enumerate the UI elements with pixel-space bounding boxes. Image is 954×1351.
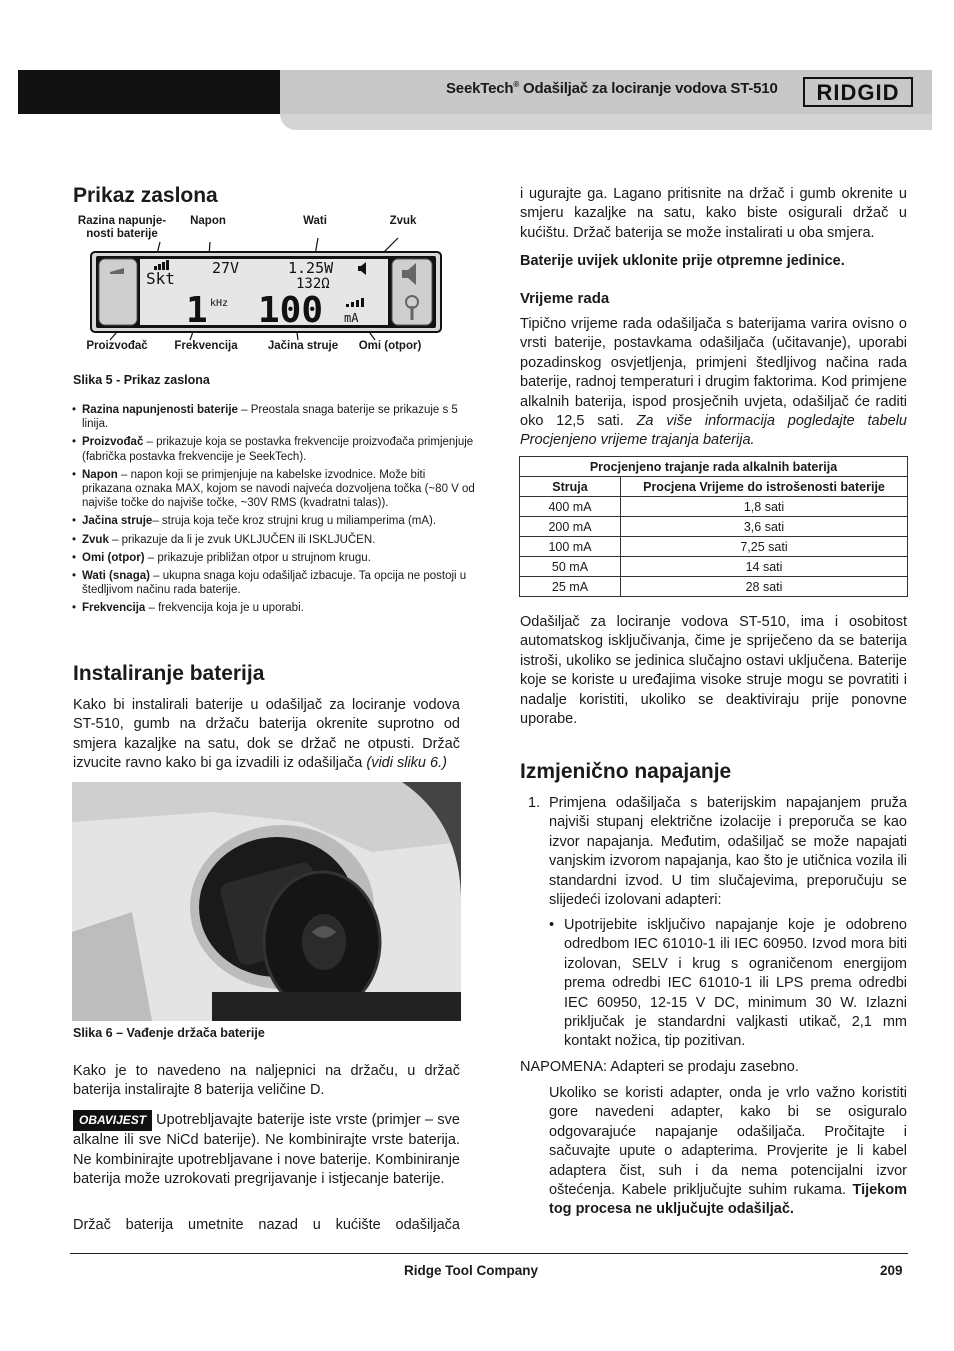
table-row: 50 mA 14 sati — [520, 557, 908, 577]
figure6-caption: Slika 6 – Vađenje držača baterije — [73, 1026, 265, 1040]
runtime-table — [519, 456, 908, 597]
list-item: • Razina napunjenosti baterije – Preostala snaga baterije se prikazuje s 5 linija. — [72, 403, 477, 431]
svg-text:Skt: Skt — [146, 269, 175, 288]
battery-holder-photo — [72, 782, 461, 1021]
table-row: 200 mA 3,6 sati — [520, 517, 908, 537]
footer-company: Ridge Tool Company — [404, 1263, 538, 1278]
lcd-display-figure — [90, 228, 442, 343]
page-number: 209 — [880, 1263, 903, 1278]
svg-text:100: 100 — [258, 290, 324, 331]
notice-badge: OBAVIJEST — [73, 1110, 152, 1131]
runtime-paragraph: Tipično vrijeme rada odašiljača s baterijama varira ovisno o vrsti baterije, postavkama odašiljača (učitavanje), uporabi pozadinskog osvjetljenja, primjeni štedljivog načina rada baterije, radnoj temperaturi i drugim faktorima. Kod primjene alkalnih baterija, ispod prosječnih uvjeta, odašiljač će raditi oko 12,5 sati. Za više informacija pogledajte tabelu Procjenjeno vrijeme trajanja baterija. — [520, 316, 907, 449]
warning-remove-batteries: Baterije uvijek uklonite prije otpremne jedinice. — [520, 253, 845, 269]
list-item: • Napon – napon koji se primjenjuje na kabelske izvodnice. Može biti prikazana oznaka MAX, kojom se navodi najveća dozvoljena točka (~80 V od najviše točke do najviše točke, ~30V RMS (kvadratni talas)). — [72, 468, 477, 511]
table-row: 100 mA 7,25 sati — [520, 537, 908, 557]
note-paragraph: Ukoliko se koristi adapter, onda je vrlo važno koristiti gore navedeni adapter, kako bi se osiguralo odgovarajuće napajanje odašiljača. Pročitajte i sačuvajte upute o adapterima. Provjerite je li kabel adaptera čist, suh i da nema potencijalni izvor oštećenja. Kabele priključujte suhim rukama. Tijekom tog procesa ne uključujte odašiljač. — [549, 1085, 907, 1218]
table-row: 400 mA 1,8 sati — [520, 497, 908, 517]
svg-text:1.25W: 1.25W — [288, 259, 334, 277]
list-item: • Wati (snaga) – ukupna snaga koju odašiljač izbacuje. Ta opcija ne postoji u štedljivom načinu rada baterije. — [72, 569, 477, 597]
label-voltage: Napon — [190, 215, 226, 227]
sub-bullet: • — [549, 917, 555, 933]
display-heading: Prikaz zaslona — [73, 184, 218, 207]
list-item: • Omi (otpor) – prikazuje približan otpor u strujnom krugu. — [72, 551, 477, 565]
label-frequency: Frekvencija — [174, 340, 238, 352]
svg-text:kHz: kHz — [210, 298, 229, 309]
install-heading: Instaliranje baterija — [73, 662, 265, 685]
label-battery-level: Razina napunje- nosti baterije — [77, 215, 167, 240]
header-black-bar — [18, 70, 280, 114]
header-title: SeekTech® Odašiljač za lociranje vodova ST-510 — [446, 80, 778, 97]
table-title: Procjenjeno trajanje rada alkalnih baterija — [520, 457, 908, 477]
list-item: • Proizvođač – prikazuje koja se postavka frekvencije proizvođača primjenjuje (fabrička postavka frekvencije je SeekTech). — [72, 435, 477, 463]
notice-paragraph: OBAVIJEST Upotrebljavajte baterije iste vrste (primjer – sve alkalne ili sve NiCd baterije). Ne kombinirajte vrste baterija. Ne kombinirajte upotrebljavane i nove baterije. Kombiniranje baterija može uzrokovati pregrijavanje i istjecanje baterije. — [73, 1112, 460, 1188]
svg-text:27V: 27V — [212, 259, 240, 277]
install-paragraph-2: Kako je to navedeno na naljepnici na držaču, u držač baterija instalirajte 8 baterija veličine D. — [73, 1063, 460, 1099]
svg-text:1: 1 — [186, 290, 208, 331]
right-paragraph-1: i ugurajte ga. Lagano pritisnite na držač i gumb okrenite u smjeru kazaljke na satu, kako biste osigurali držač u kućištu. Držač baterija se može instalirati u oba smjera. — [520, 186, 907, 241]
table-row: 25 mA 28 sati — [520, 577, 908, 597]
runtime-heading: Vrijeme rada — [520, 290, 610, 307]
sub1-text: Upotrijebite isključivo napajanje koje je odobreno odredbom IEC 61010-1 ili IEC 60950. Izvod mora biti izolovan, SELV i krug s ograničenom energijom prema odredbi IEC 61010-1 ili LPS prema odredbi IEC 60950, 12-15 V DC, minimum 30 W. Izlazni priključak je standardni valjkasti utikač, 2,1 mm kontakt nožica, tip pozitivan. — [564, 917, 907, 1050]
label-watts: Wati — [303, 215, 327, 227]
display-bullets — [72, 403, 477, 620]
install-paragraph-3: Držač baterija umetnite nazad u kućište odašiljača — [73, 1217, 460, 1233]
label-current: Jačina struje — [267, 340, 339, 352]
figure5-caption: Slika 5 - Prikaz zaslona — [73, 373, 210, 387]
footer-rule — [70, 1253, 908, 1254]
svg-text:132Ω: 132Ω — [296, 276, 330, 292]
svg-text:RIDGID: RIDGID — [816, 80, 900, 105]
list-item: • Zvuk – prikazuje da li je zvuk UKLJUČEN ili ISKLJUČEN. — [72, 533, 477, 547]
label-manufacturer: Proizvođač — [86, 340, 148, 352]
table-header: Struja — [520, 477, 621, 497]
auto-shutoff-paragraph: Odašiljač za lociranje vodova ST-510, ima i osobitost automatskog isključivanja, čime je spriječeno da se baterija istroši, ukoliko se jedinica slučajno ostavi uključena. Baterije koje se koriste u uređajima visoke struje mogu se povratiti i nadalje koristiti, ukoliko se deaktiviraju prije ponovne uporabe. — [520, 614, 907, 728]
label-sound: Zvuk — [389, 215, 417, 227]
table-header: Procjena Vrijeme do istrošenosti baterije — [621, 477, 908, 497]
alt-power-heading: Izmjenično napajanje — [520, 760, 732, 783]
note-label: NAPOMENA: Adapteri se prodaju zasebno. — [520, 1059, 799, 1075]
install-paragraph-1: Kako bi instalirali baterije u odašiljač za lociranje vodova ST-510, gumb na držaču baterija okrenite suprotno od smjera kazaljke na satu, dok se držač ne otpusti. Držač izvucite ravno kako bi ga izvadili iz odašiljača (vidi sliku 6.) — [73, 697, 460, 772]
item1-number: 1. — [528, 795, 541, 811]
item1-text: Primjena odašiljača s baterijskim napajanjem pruža najviši stupanj električne izolacije i preporuča se kao izvor napajanja. Međutim, odašiljač se može napajati vanjskim izvorom napajanja, kao što je utičnica vozila ili standardni izvod. U tim slučajevima, preporučuju se slijedeći izolovani adapteri: — [549, 795, 907, 909]
label-ohms: Omi (otpor) — [358, 340, 422, 352]
ridgid-logo — [803, 77, 913, 107]
header-tab — [280, 114, 932, 130]
list-item: • Jačina struje– struja koja teče kroz strujni krug u miliamperima (mA). — [72, 514, 477, 528]
svg-text:mA: mA — [344, 311, 359, 325]
list-item: • Frekvencija – frekvencija koja je u uporabi. — [72, 601, 477, 615]
